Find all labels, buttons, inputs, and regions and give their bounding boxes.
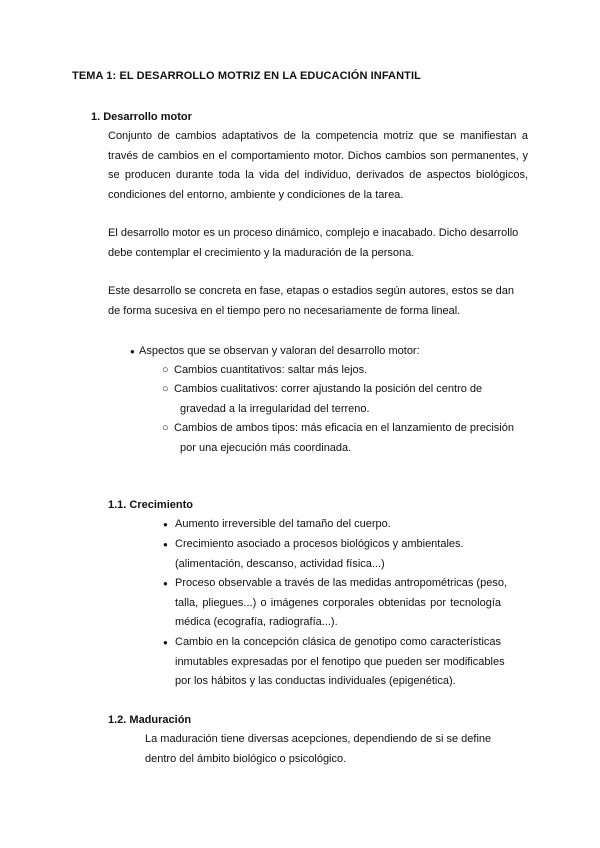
text-line: Conjunto de cambios adaptativos de la competencia motriz que se manifiestan a bbox=[108, 130, 528, 142]
text-line: se producen durante toda la vida del individuo, derivados de aspectos biológicos, bbox=[108, 169, 528, 181]
paragraph-maduracion bbox=[145, 730, 491, 769]
circle-bullet-icon: ○ bbox=[162, 383, 169, 395]
item-text: por los hábitos y las conductas individuales (epigenética). bbox=[175, 675, 456, 687]
paragraph-fases bbox=[108, 282, 528, 321]
text-line: El desarrollo motor es un proceso dinámico, complejo e inacabado. Dicho desarrollo bbox=[108, 227, 519, 239]
text-line: debe contemplar el crecimiento y la maduración de la persona. bbox=[108, 246, 415, 259]
text-line: condiciones del entorno, ambiente y condiciones de la tarea. bbox=[108, 188, 404, 201]
document-title: TEMA 1: EL DESARROLLO MOTRIZ EN LA EDUCACIÓN INFANTIL bbox=[72, 70, 421, 82]
section-heading-crecimiento: 1.1. Crecimiento bbox=[108, 499, 193, 511]
item-text: Proceso observable a través de las medidas antropométricas (peso, bbox=[175, 577, 508, 589]
item-text: médica (ecografía, radiografía...). bbox=[175, 616, 338, 628]
item-text: talla, pliegues...) o imágenes corporales obtenidas por tecnología bbox=[175, 596, 501, 609]
circle-bullet-icon: ○ bbox=[162, 364, 169, 376]
sub-item-text: Cambios cuantitativos: saltar más lejos. bbox=[174, 364, 368, 376]
text-line: La maduración tiene diversas acepciones, dependiendo de si se define bbox=[145, 733, 492, 745]
text-line: través de cambios en el comportamiento motor. Dichos cambios son permanentes, y bbox=[108, 149, 528, 162]
bullet-icon: ● bbox=[163, 638, 168, 647]
paragraph-definicion bbox=[108, 127, 528, 205]
item-text: Aumento irreversible del tamaño del cuerpo. bbox=[175, 518, 391, 530]
item-text: (alimentación, descanso, actividad física...) bbox=[175, 557, 385, 570]
circle-bullet-icon: ○ bbox=[162, 422, 169, 434]
bullet-icon: ● bbox=[163, 520, 168, 529]
sub-item-text: gravedad a la irregularidad del terreno. bbox=[180, 402, 370, 415]
sub-item-text: por una ejecución más coordinada. bbox=[180, 441, 352, 454]
text-line: de forma sucesiva en el tiempo pero no necesariamente de forma lineal. bbox=[108, 304, 461, 317]
text-line: Este desarrollo se concreta en fase, etapas o estadios según autores, estos se dan bbox=[108, 285, 515, 297]
section-heading-desarrollo-motor: 1. Desarrollo motor bbox=[91, 111, 192, 123]
bullet-text: Aspectos que se observan y valoran del desarrollo motor: bbox=[139, 345, 420, 357]
bullet-icon: ● bbox=[130, 347, 135, 356]
item-text: Cambio en la concepción clásica de genotipo como características bbox=[175, 636, 501, 648]
section-heading-maduracion: 1.2. Maduración bbox=[108, 714, 192, 726]
text-line: dentro del ámbito biológico o psicológico. bbox=[145, 752, 347, 765]
item-text: inmutables expresadas por el fenotipo que pueden ser modificables bbox=[175, 655, 505, 668]
paragraph-proceso bbox=[108, 224, 528, 263]
sub-item-text: Cambios cualitativos: correr ajustando la posición del centro de bbox=[174, 383, 483, 395]
sub-item-text: Cambios de ambos tipos: más eficacia en el lanzamiento de precisión bbox=[174, 422, 514, 434]
item-text: Crecimiento asociado a procesos biológicos y ambientales. bbox=[175, 538, 464, 550]
bullet-icon: ● bbox=[163, 540, 168, 549]
bullet-icon: ● bbox=[163, 579, 168, 588]
